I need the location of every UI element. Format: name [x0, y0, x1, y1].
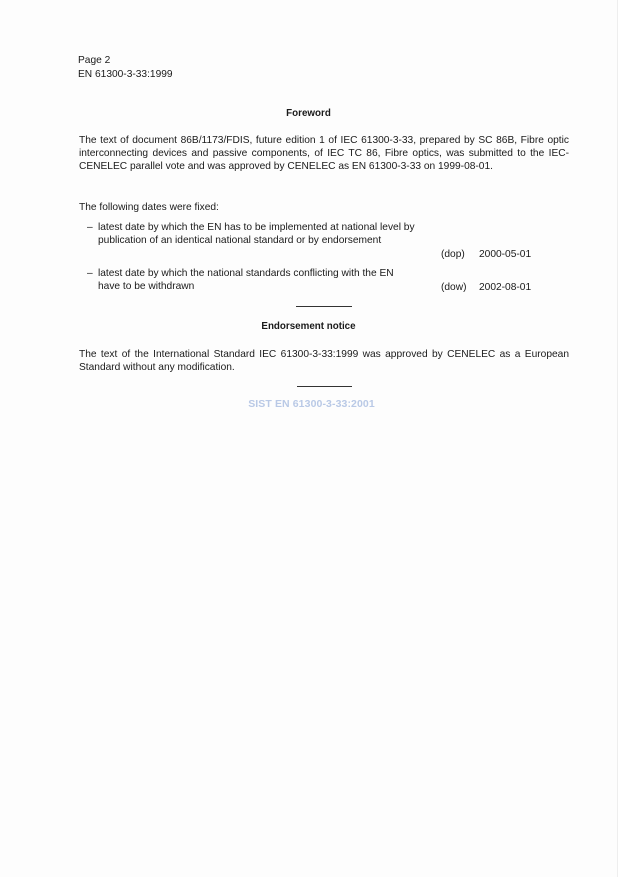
- endorsement-paragraph: The text of the International Standard IEC 61300-3-33:1999 was approved by CENELEC as a European Standard without any modification.: [79, 349, 569, 374]
- date-item-dow: [87, 267, 545, 294]
- dates-intro: The following dates were fixed:: [79, 202, 219, 213]
- page-number: Page 2: [78, 55, 111, 66]
- date-description: latest date by which the EN has to be implemented at national level by publication of an identical national standard or by endorsement: [98, 222, 415, 247]
- foreword-heading: Foreword: [286, 108, 331, 119]
- foreword-paragraph: The text of document 86B/1173/FDIS, future edition 1 of IEC 61300-3-33, prepared by SC 86B, Fibre optic interconnecting devices and passive components, of IEC TC 86, Fibre optics, was submitted to the IEC-CENELEC parallel vote and was approved by CENELEC as EN 61300-3-33 on 1999-08-01.: [79, 135, 569, 173]
- endorsement-heading: Endorsement notice: [261, 321, 356, 332]
- standard-reference: EN 61300-3-33:1999: [78, 68, 173, 80]
- date-code: (dow): [441, 281, 467, 293]
- end-divider: [297, 386, 352, 387]
- date-description: latest date by which the national standards conflicting with the EN have to be withdrawn: [98, 268, 394, 293]
- date-code: (dop): [441, 248, 465, 260]
- list-bullet: –: [87, 222, 93, 233]
- watermark-text: SIST EN 61300-3-33:2001: [248, 398, 375, 410]
- section-divider: [296, 306, 352, 307]
- date-value: 2000-05-01: [479, 248, 532, 260]
- list-bullet: –: [87, 268, 93, 279]
- date-value: 2002-08-01: [479, 281, 532, 293]
- page-header: [78, 54, 173, 81]
- date-item-dop: [87, 221, 545, 261]
